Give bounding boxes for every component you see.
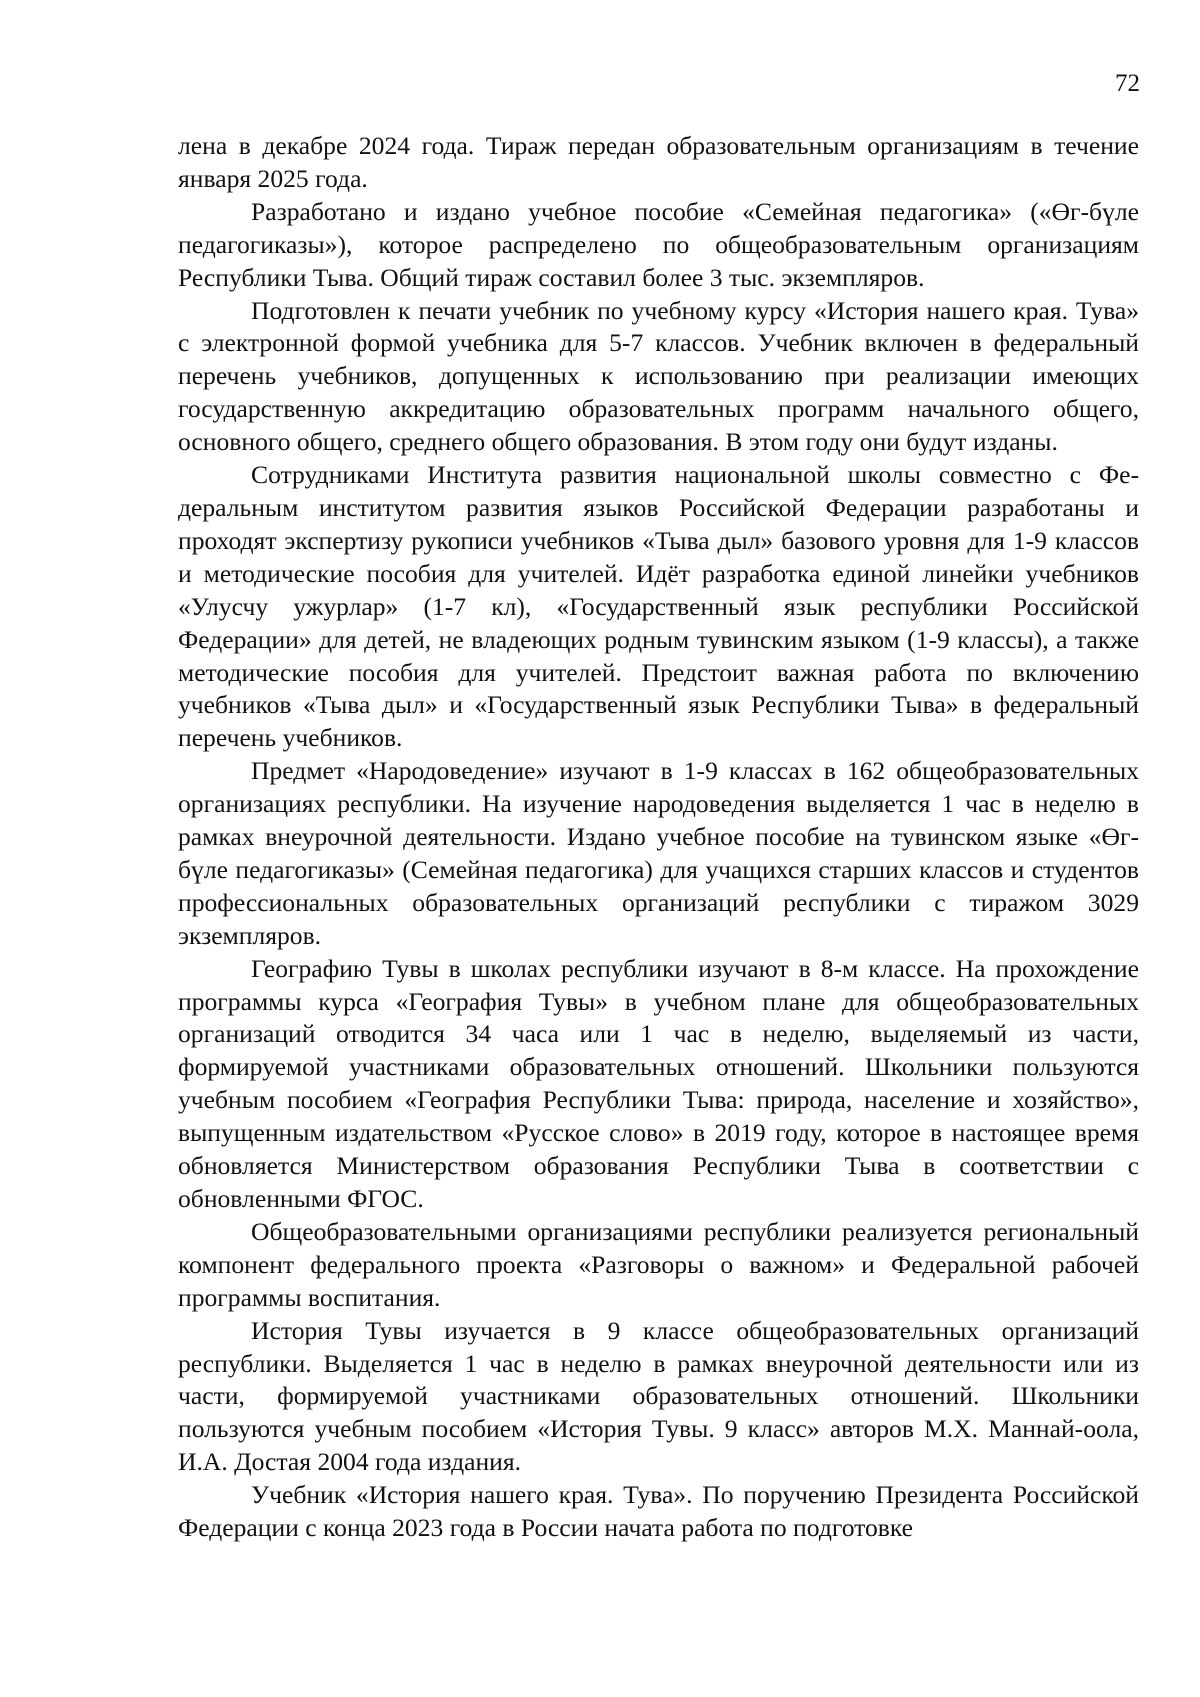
paragraph-2: Разработано и издано учебное пособие «Семейная педагогика» («Өг-бүле педагогиказы»), которое распределено по общеобразовательным организациям Республики Тыва. Общий тираж составил более 3 тыс. экземпляров. bbox=[178, 196, 1139, 292]
paragraph-5: Предмет «Народоведение» изучают в 1-9 классах в 162 общеобразовательных организациях республики. На изучение народоведения выделяется 1 час в неделю в рамках внеурочной деятельности. Издано учебное пособие на тувинском языке «Өг-бүле педагогиказы» (Семейная педагогика) для учащихся старших классов и студентов профессиональных образовательных организаций республики с тиражом 3029 экземпляров. bbox=[178, 756, 1139, 950]
paragraph-8: История Тувы изучается в 9 классе общеобразовательных организаций республики. Выделяется 1 час в неделю в рамках внеурочной деятельности или из части, формируемой участниками образовательных отношений. Школьники пользуются учебным пособием «История Тувы. 9 класс» авторов М.Х. Маннай-оола, И.А. Достая 2004 года издания. bbox=[178, 1315, 1139, 1477]
paragraph-4: Сотрудниками Института развития национальной школы совместно с Федеральным институтом развития языков Российской Федерации разработаны и проходят экспертизу рукописи учебников «Тыва дыл» базового уровня для 1-9 классов и методические пособия для учителей. Идёт разработка единой линейки учебников «Улусчу ужурлар» (1-7 кл), «Государственный язык республики Российской Федерации» для детей, не владеющих родным тувинским языком (1-9 классы), а также методические пособия для учителей. Предстоит важная работа по включению учебников «Тыва дыл» и «Государственный язык Республики Тыва» в федеральный перечень учебников. bbox=[178, 460, 1139, 753]
paragraph-3: Подготовлен к печати учебник по учебному курсу «История нашего края. Тува» с электронной формой учебника для 5-7 классов. Учебник включен в федеральный перечень учебников, допущенных к использованию при реализации имеющих государственную аккредитацию образовательных программ начального общего, основного общего, среднего общего образования. В этом году они будут изданы. bbox=[178, 295, 1139, 457]
paragraph-1: лена в декабре 2024 года. Тираж передан образовательным организациям в течение января 2025 года. bbox=[178, 131, 1139, 193]
paragraph-9: Учебник «История нашего края. Тува». По поручению Президента Российской Федерации с конца 2023 года в России начата работа по подготовке bbox=[178, 1480, 1139, 1543]
paragraph-6: Географию Тувы в школах республики изучают в 8-м классе. На прохождение программы курса «География Тувы» в учебном плане для общеобразовательных организаций отводится 34 часа или 1 час в неделю, выделяемый из части, формируемой участниками образовательных отношений. Школьники пользуются учебным пособием «География Республики Тыва: природа, население и хозяйство», выпущенным издательством «Русское слово» в 2019 году, которое в настоящее время обновляется Министерством образования Республики Тыва в соответствии с обновленными ФГОС. bbox=[178, 953, 1139, 1213]
document-body bbox=[178, 130, 1139, 1545]
paragraph-7: Общеобразовательными организациями республики реализуется региональный компонент федерального проекта «Разговоры о важном» и Федеральной рабочей программы воспитания. bbox=[178, 1216, 1139, 1312]
page-number: 72 bbox=[1115, 70, 1140, 97]
